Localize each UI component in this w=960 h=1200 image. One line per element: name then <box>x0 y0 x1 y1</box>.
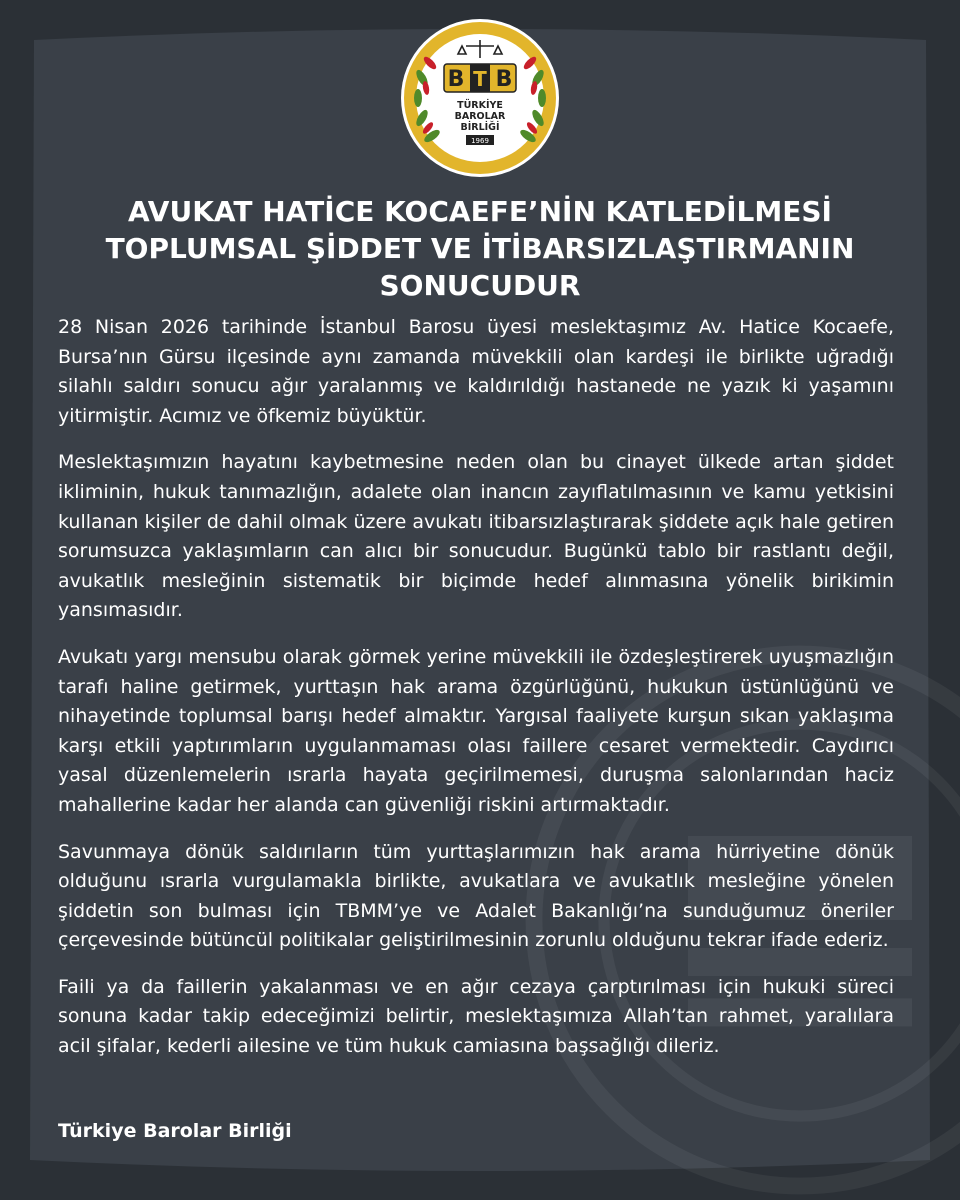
svg-text:B: B <box>495 67 513 92</box>
svg-text:BAROLAR: BAROLAR <box>454 111 506 122</box>
svg-text:TÜRKİYE: TÜRKİYE <box>457 100 503 111</box>
statement-title <box>60 193 900 304</box>
title-line-3: SONUCUDUR <box>379 269 581 302</box>
svg-text:1969: 1969 <box>471 137 489 145</box>
paragraph-2: Meslektaşımızın hayatını kaybetmesine neden olan bu cinayet ülkede artan şiddet ikliminin, hukuk tanımazlığın, adalete olan inancın zayıflatılmasının ve kamu yetkisini kullanan kişiler de dahil olmak üzere avukatı itibarsızlaştırarak şiddete açık hale getiren sorumsuzca yaklaşımların can alıcı bir sonucudur. Bugünkü tablo bir rastlantı değil, avukatlık mesleğinin sistematik bir biçimde hedef alınmasına yönelik birikimin yansımasıdır. <box>58 451 894 622</box>
svg-text:BİRLİĞİ: BİRLİĞİ <box>460 122 500 133</box>
paragraph-1: 28 Nisan 2026 tarihinde İstanbul Barosu üyesi meslektaşımız Av. Hatice Kocaefe, Bursa’nın Gürsu ilçesinde aynı zamanda müvekkili olan kardeşi ile birlikte uğradığı silahlı saldırı sonucu ağır yaralanmış ve kaldırıldığı hastanede ne yazık ki yaşamını yitirmiştir. Acımız ve öfkemiz büyüktür. <box>58 316 894 427</box>
signature: Türkiye Barolar Birliği <box>58 1120 292 1142</box>
statement-body <box>58 313 894 1079</box>
svg-text:T: T <box>473 67 487 91</box>
paragraph-3: Avukatı yargı mensubu olarak görmek yerine müvekkili ile özdeşleştirerek uyuşmazlığın tarafı haline getirmek, yurttaşın hak arama özgürlüğünü, hukukun üstünlüğünü ve nihayetinde toplumsal barışı hedef almaktır. Yargısal faaliyete kurşun sıkan yaklaşıma karşı etkili yaptırımların uygulanmaması olası faillere cesaret vermektedir. Caydırıcı yasal düzenlemelerin ısrarla hayata geçirilmemesi, duruşma salonlarından haciz mahallerine kadar her alanda can güvenliği riskini artırmaktadır. <box>58 645 894 816</box>
paragraph-4: Savunmaya dönük saldırıların tüm yurttaşlarımızın hak arama hürriyetine dönük olduğunu ısrarla vurgulamakla birlikte, avukatlara ve avukatlık mesleğine yönelen şiddetin son bulması için TBMM’ye ve Adalet Bakanlığı’na sunduğumuz öneriler çerçevesinde bütüncül politikalar geliştirilmesinin zorunlu olduğunu tekrar ifade ederiz. <box>58 840 894 952</box>
paragraph-5: Faili ya da faillerin yakalanması ve en ağır cezaya çarptırılması için hukuki süreci sonuna kadar takip edeceğimizi belirtir, meslektaşımıza Allah’tan rahmet, yaralılara acil şifalar, kederli ailesine ve tüm hukuk camiasına başsağlığı dileriz. <box>58 975 894 1058</box>
title-line-1: AVUKAT HATİCE KOCAEFE’NİN KATLEDİLMESİ <box>128 195 832 228</box>
tbb-logo-icon <box>400 18 560 178</box>
title-line-2: TOPLUMSAL ŞİDDET VE İTİBARSIZLAŞTIRMANIN <box>105 232 855 265</box>
svg-text:B: B <box>447 67 465 92</box>
